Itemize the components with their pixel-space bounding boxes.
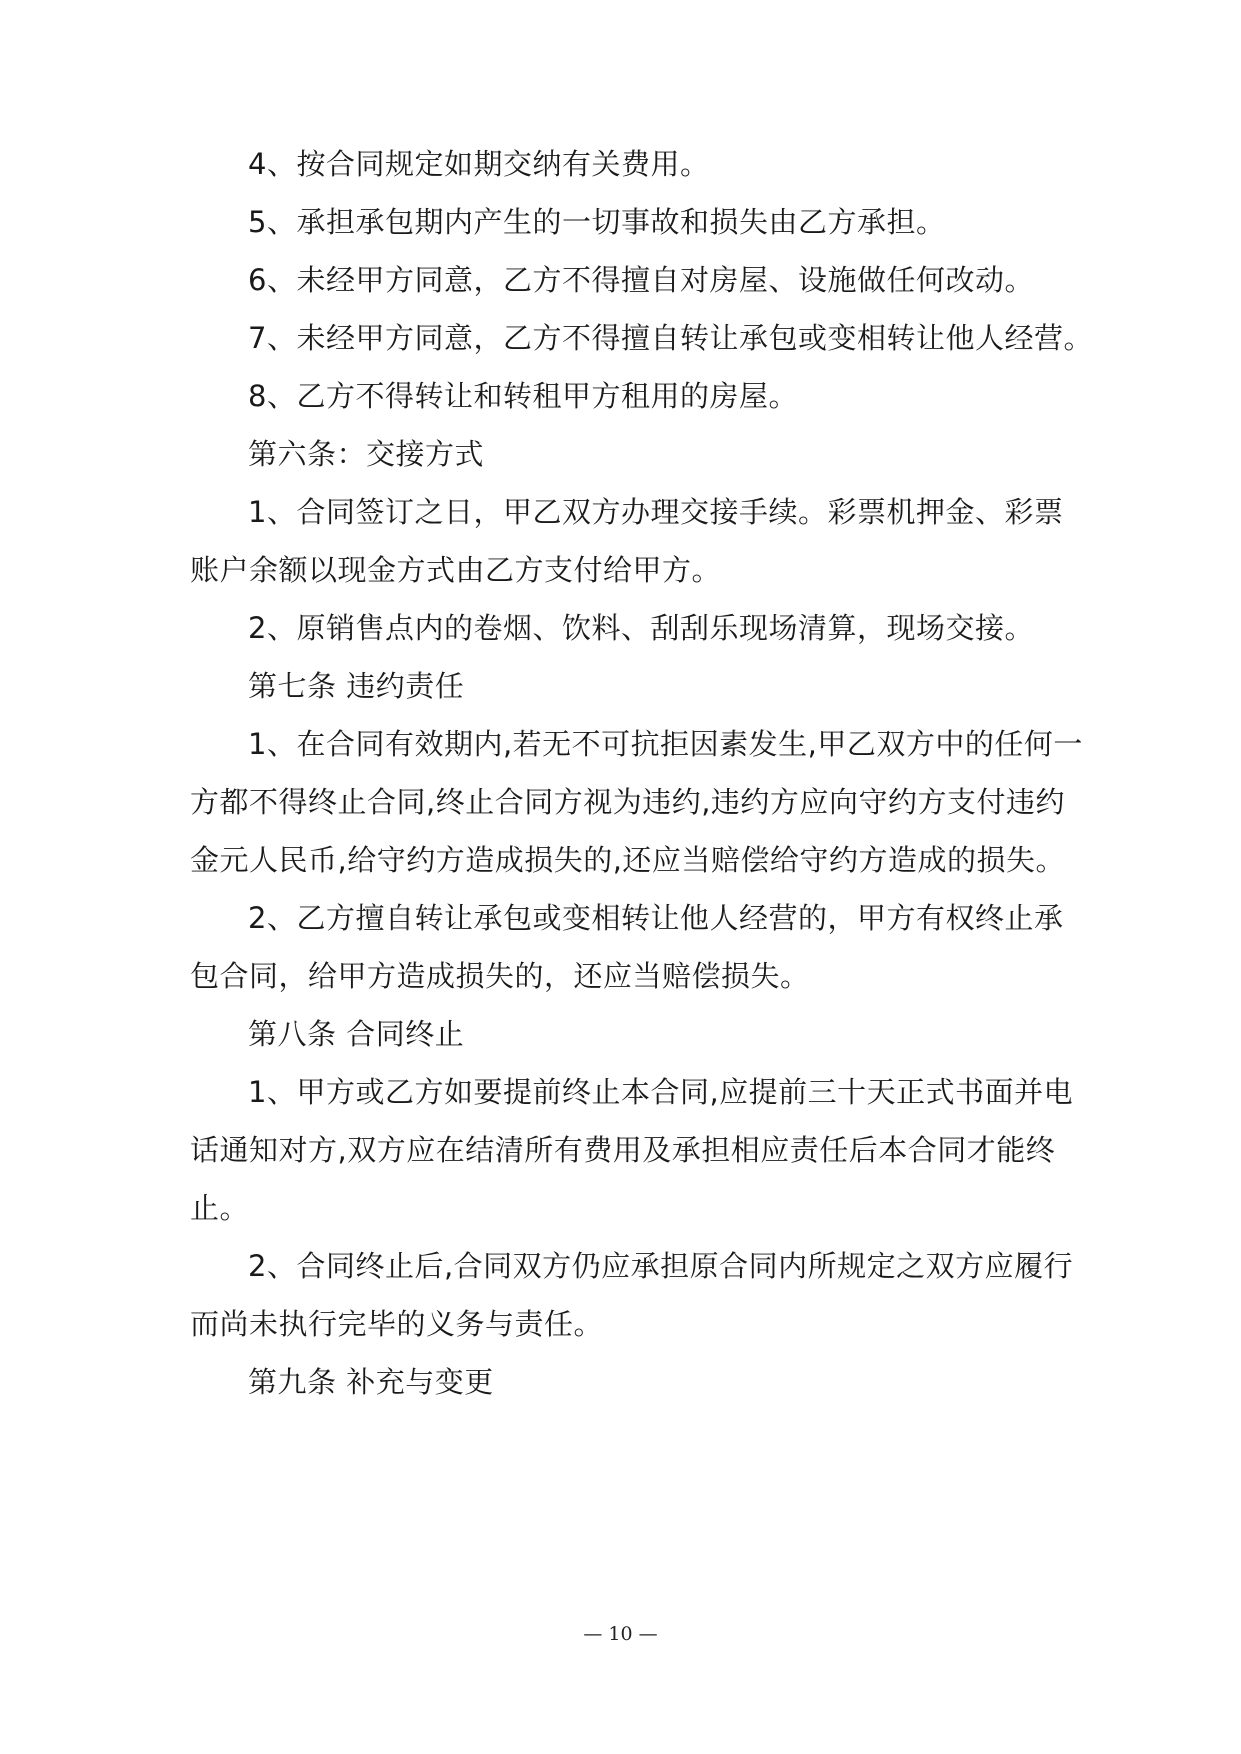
section-heading: 第九条 补充与变更 (248, 1365, 494, 1399)
paragraph-line: 1、甲方或乙方如要提前终止本合同,应提前三十天正式书面并电 (248, 1075, 1074, 1109)
paragraph-line: 金元人民币,给守约方造成损失的,还应当赔偿给守约方造成的损失。 (190, 843, 1065, 877)
paragraph-line: 8、乙方不得转让和转租甲方租用的房屋。 (248, 379, 798, 413)
paragraph-line: 2、合同终止后,合同双方仍应承担原合同内所规定之双方应履行 (248, 1249, 1074, 1283)
paragraph-line: 而尚未执行完毕的义务与责任。 (190, 1307, 604, 1341)
paragraph-line: 账户余额以现金方式由乙方支付给甲方。 (190, 553, 722, 587)
paragraph-line: 1、在合同有效期内,若无不可抗拒因素发生,甲乙双方中的任何一 (248, 727, 1083, 761)
paragraph-line: 方都不得终止合同,终止合同方视为违约,违约方应向守约方支付违约 (190, 785, 1065, 819)
section-heading: 第七条 违约责任 (248, 669, 465, 703)
page-number: — 10 — (583, 1623, 658, 1645)
paragraph-line: 1、合同签订之日，甲乙双方办理交接手续。彩票机押金、彩票 (248, 495, 1064, 529)
paragraph-line: 7、未经甲方同意，乙方不得擅自转让承包或变相转让他人经营。 (248, 321, 1093, 355)
paragraph-line: 2、乙方擅自转让承包或变相转让他人经营的，甲方有权终止承 (248, 901, 1064, 935)
paragraph-line: 止。 (190, 1191, 250, 1225)
paragraph-line: 包合同，给甲方造成损失的，还应当赔偿损失。 (190, 959, 810, 993)
paragraph-line: 5、承担承包期内产生的一切事故和损失由乙方承担。 (248, 205, 946, 239)
paragraph-line: 4、按合同规定如期交纳有关费用。 (248, 147, 710, 181)
paragraph-line: 6、未经甲方同意，乙方不得擅自对房屋、设施做任何改动。 (248, 263, 1034, 297)
paragraph-line: 话通知对方,双方应在结清所有费用及承担相应责任后本合同才能终 (190, 1133, 1056, 1167)
section-heading: 第六条：交接方式 (248, 437, 485, 471)
section-heading: 第八条 合同终止 (248, 1017, 465, 1051)
paragraph-line: 2、原销售点内的卷烟、饮料、刮刮乐现场清算，现场交接。 (248, 611, 1034, 645)
